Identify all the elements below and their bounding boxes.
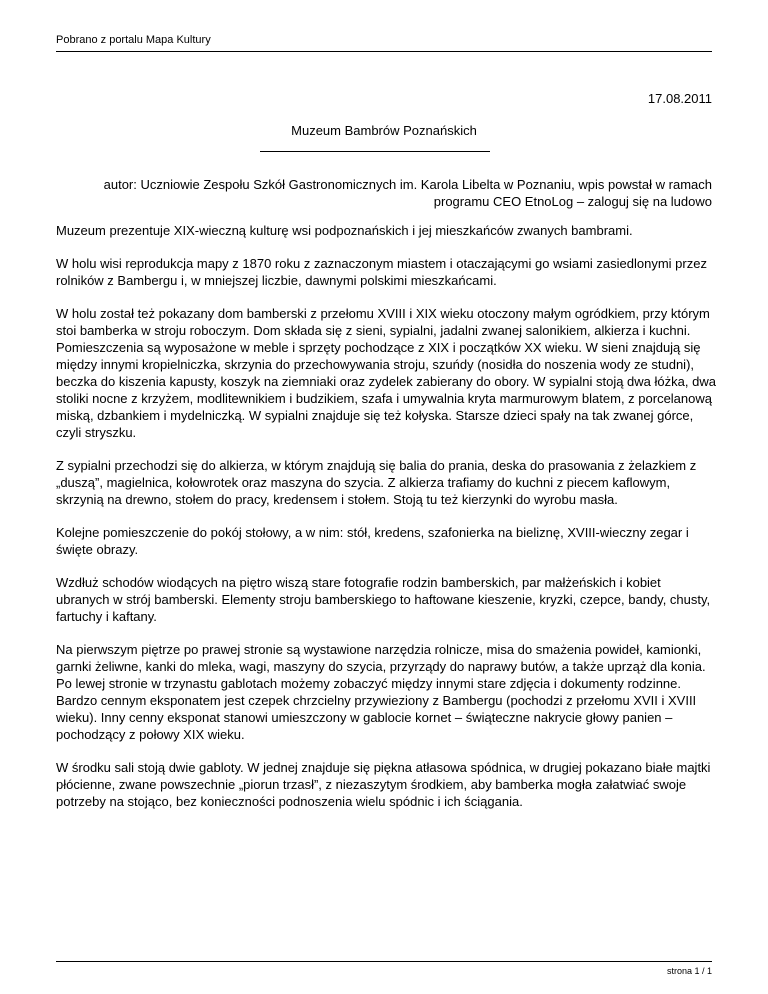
title-underline — [260, 151, 490, 152]
header-divider — [56, 51, 712, 52]
paragraph: W holu wisi reprodukcja mapy z 1870 roku z zaznaczonym miastem i otaczającymi go wsiami zasiedlonymi przez rolników z Bambergu i, w mniejszej liczbie, dawnymi polskimi mieszkańcami. — [56, 256, 707, 288]
paragraph: Muzeum prezentuje XIX-wieczną kulturę wsi podpoznańskich i jej mieszkańców zwanych bambrami. — [56, 223, 633, 238]
paragraph: Z sypialni przechodzi się do alkierza, w którym znajdują się balia do prania, deska do prasowania z żelazkiem z „duszą”, magielnica, kołowrotek oraz maszyna do szycia. Z alkierza trafiamy do kuchni z piecem kaflowym, skrzynią na drewno, stołem do pracy, kredensem i stołem. Stoją tu też kierzynki do wyrobu masła. — [56, 458, 697, 507]
article-date: 17.08.2011 — [647, 91, 712, 106]
article-title: Muzeum Bambrów Poznańskich — [291, 123, 477, 138]
paragraph: Kolejne pomieszczenie do pokój stołowy, a w nim: stół, kredens, szafonierka na bieliznę, XVIII-wieczny zegar i święte obrazy. — [56, 525, 689, 557]
paragraph: Wzdłuż schodów wiodących na piętro wiszą stare fotografie rodzin bamberskich, par małżeńskich i kobiet ubranych w strój bamberski. Elementy stroju bamberskiego to haftowane kieszenie, kryzki, czepce, bandy, chusty, fartuchy i kaftany. — [56, 575, 711, 624]
article-body — [56, 222, 716, 826]
page-number: strona 1 / 1 — [666, 966, 712, 976]
article-author: autor: Uczniowie Zespołu Szkół Gastronomicznych im. Karola Libelta w Poznaniu, wpis powstał w ramach programu CEO EtnoLog – zaloguj się na ludowo — [103, 177, 712, 209]
footer-divider — [56, 961, 712, 962]
paragraph: W środku sali stoją dwie gabloty. W jednej znajduje się piękna atłasowa spódnica, w drugiej pokazano białe majtki płócienne, zwane powszechnie „piorun trzasł”, z niezaszytym środkiem, aby bamberka mogła załatwiać swoje potrzeby na stojąco, bez konieczności podnoszenia wielu spódnic i ich ściągania. — [56, 760, 711, 809]
paragraph: Na pierwszym piętrze po prawej stronie są wystawione narzędzia rolnicze, misa do smażenia powideł, kamionki, garnki żeliwne, kanki do mleka, wagi, maszyny do szycia, przyrządy do naprawy butów, a także uprząż dla konia. Po lewej stronie w trzynastu gablotach możemy zobaczyć między innymi stare zdjęcia i dokumenty rodzinne. Bardzo cennym eksponatem jest czepek chrzcielny przywieziony z Bambergu (pochodzi z przełomu XVII i XVIII wieku). Inny cenny eksponat stanowi umieszczony w gablocie kornet – świąteczne nakrycie głowy panien – pochodzący z połowy XIX wieku. — [56, 642, 706, 742]
page-header-source: Pobrano z portalu Mapa Kultury — [56, 34, 211, 46]
paragraph: W holu został też pokazany dom bamberski z przełomu XVIII i XIX wieku otoczony małym ogródkiem, przy którym stoi bamberka w stroju roboczym. Dom składa się z sieni, sypialni, jadalni zwanej salonikiem, alkierza i kuchni. Pomieszczenia są wyposażone w meble i sprzęty pochodzące z XIX i początków XX wieku. W sieni znajdują się między innymi kropielniczka, skrzynia do przechowywania stroju, szuńdy (nosidła do noszenia wody ze studni), beczka do kiszenia kapusty, koszyk na ziemniaki oraz zydelek zabierany do obory. W sypialni stoją dwa łóżka, dwa stoliki nocne z krzyżem, modlitewnikiem i budzikiem, szafa i umywalnia kryta marmurowym blatem, z porcelanową miską, dzbankiem i mydelniczką. W sypialni znajduje się też kołyska. Starsze dzieci spały na tak zwanej górce, czyli stryszku. — [56, 306, 716, 440]
